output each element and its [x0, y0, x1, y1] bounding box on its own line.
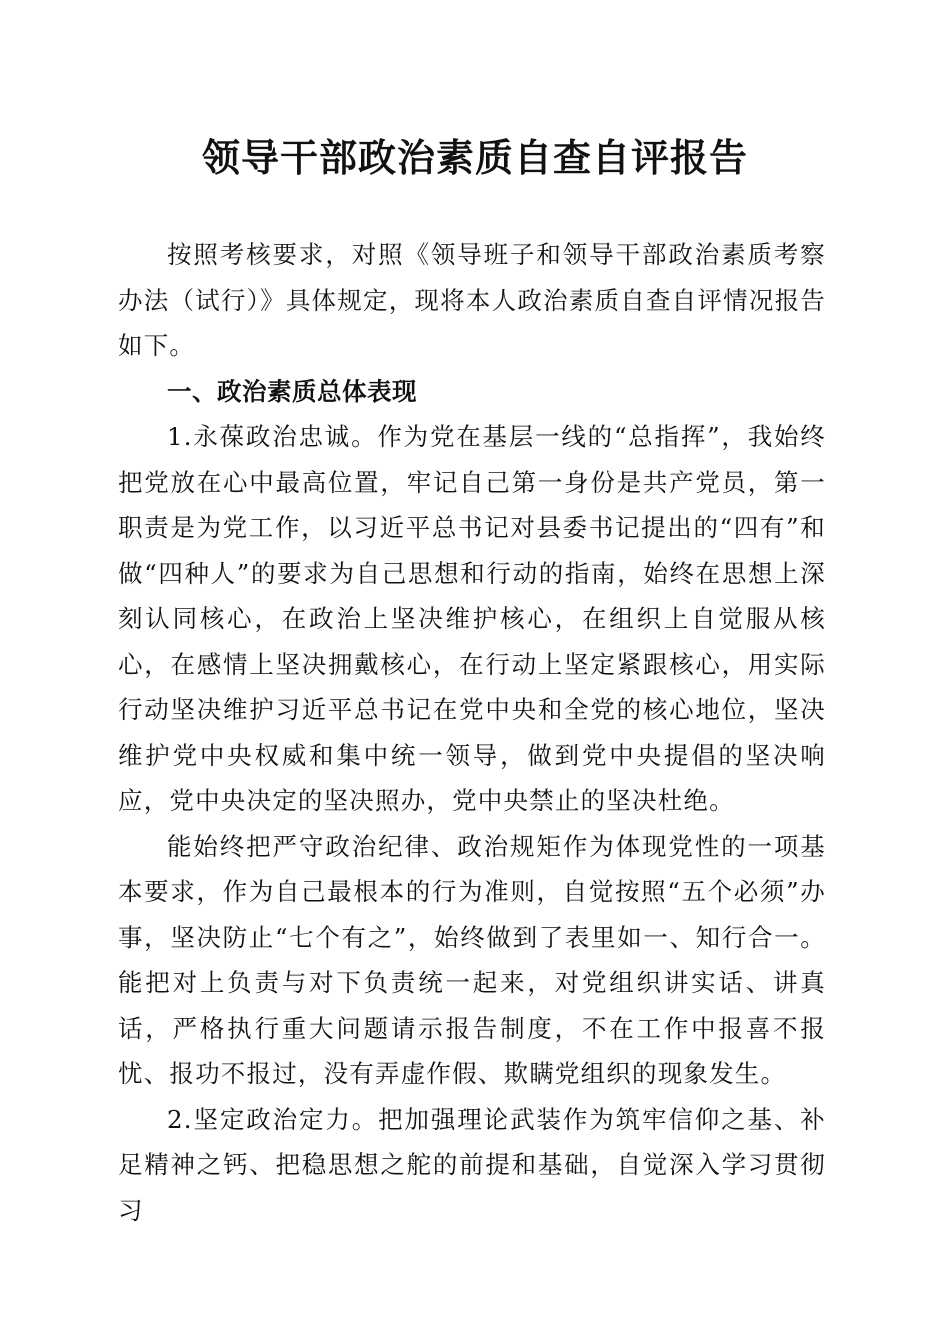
document-body [118, 232, 826, 1233]
paragraph-political-resolve: 2.坚定政治定力。把加强理论武装作为筑牢信仰之基、补足精神之钙、把稳思想之舵的前提和基础，自觉深入学习贯彻习 [118, 1104, 826, 1225]
section-heading: 一、政治素质总体表现 [167, 376, 417, 406]
intro-paragraph: 按照考核要求，对照《领导班子和领导干部政治素质考察办法（试行）》具体规定，现将本人政治素质自查自评情况报告如下。 [118, 240, 826, 360]
paragraph-political-discipline: 能始终把严守政治纪律、政治规矩作为体现党性的一项基本要求，作为自己最根本的行为准则，自觉按照“五个必须”办事，坚决防止“七个有之”，始终做到了表里如一、知行合一。能把对上负责与对下负责统一起来，对党组织讲实话、讲真话，严格执行重大问题请示报告制度，不在工作中报喜不报忧、报功不报过，没有弄虚作假、欺瞒党组织的现象发生。 [118, 831, 826, 1088]
paragraph-political-loyalty: 1.永葆政治忠诚。作为党在基层一线的“总指挥”，我始终把党放在心中最高位置，牢记自己第一身份是共产党员，第一职责是为党工作，以习近平总书记对县委书记提出的“四有”和做“四种人”的要求为自己思想和行动的指南，始终在思想上深刻认同核心，在政治上坚决维护核心，在组织上自觉服从核心，在感情上坚决拥戴核心，在行动上坚定紧跟核心，用实际行动坚决维护习近平总书记在党中央和全党的核心地位，坚决维护党中央权威和集中统一领导，做到党中央提倡的坚决响应，党中央决定的坚决照办，党中央禁止的坚决杜绝。 [118, 422, 826, 815]
document-title: 领导干部政治素质自查自评报告 [201, 135, 748, 180]
